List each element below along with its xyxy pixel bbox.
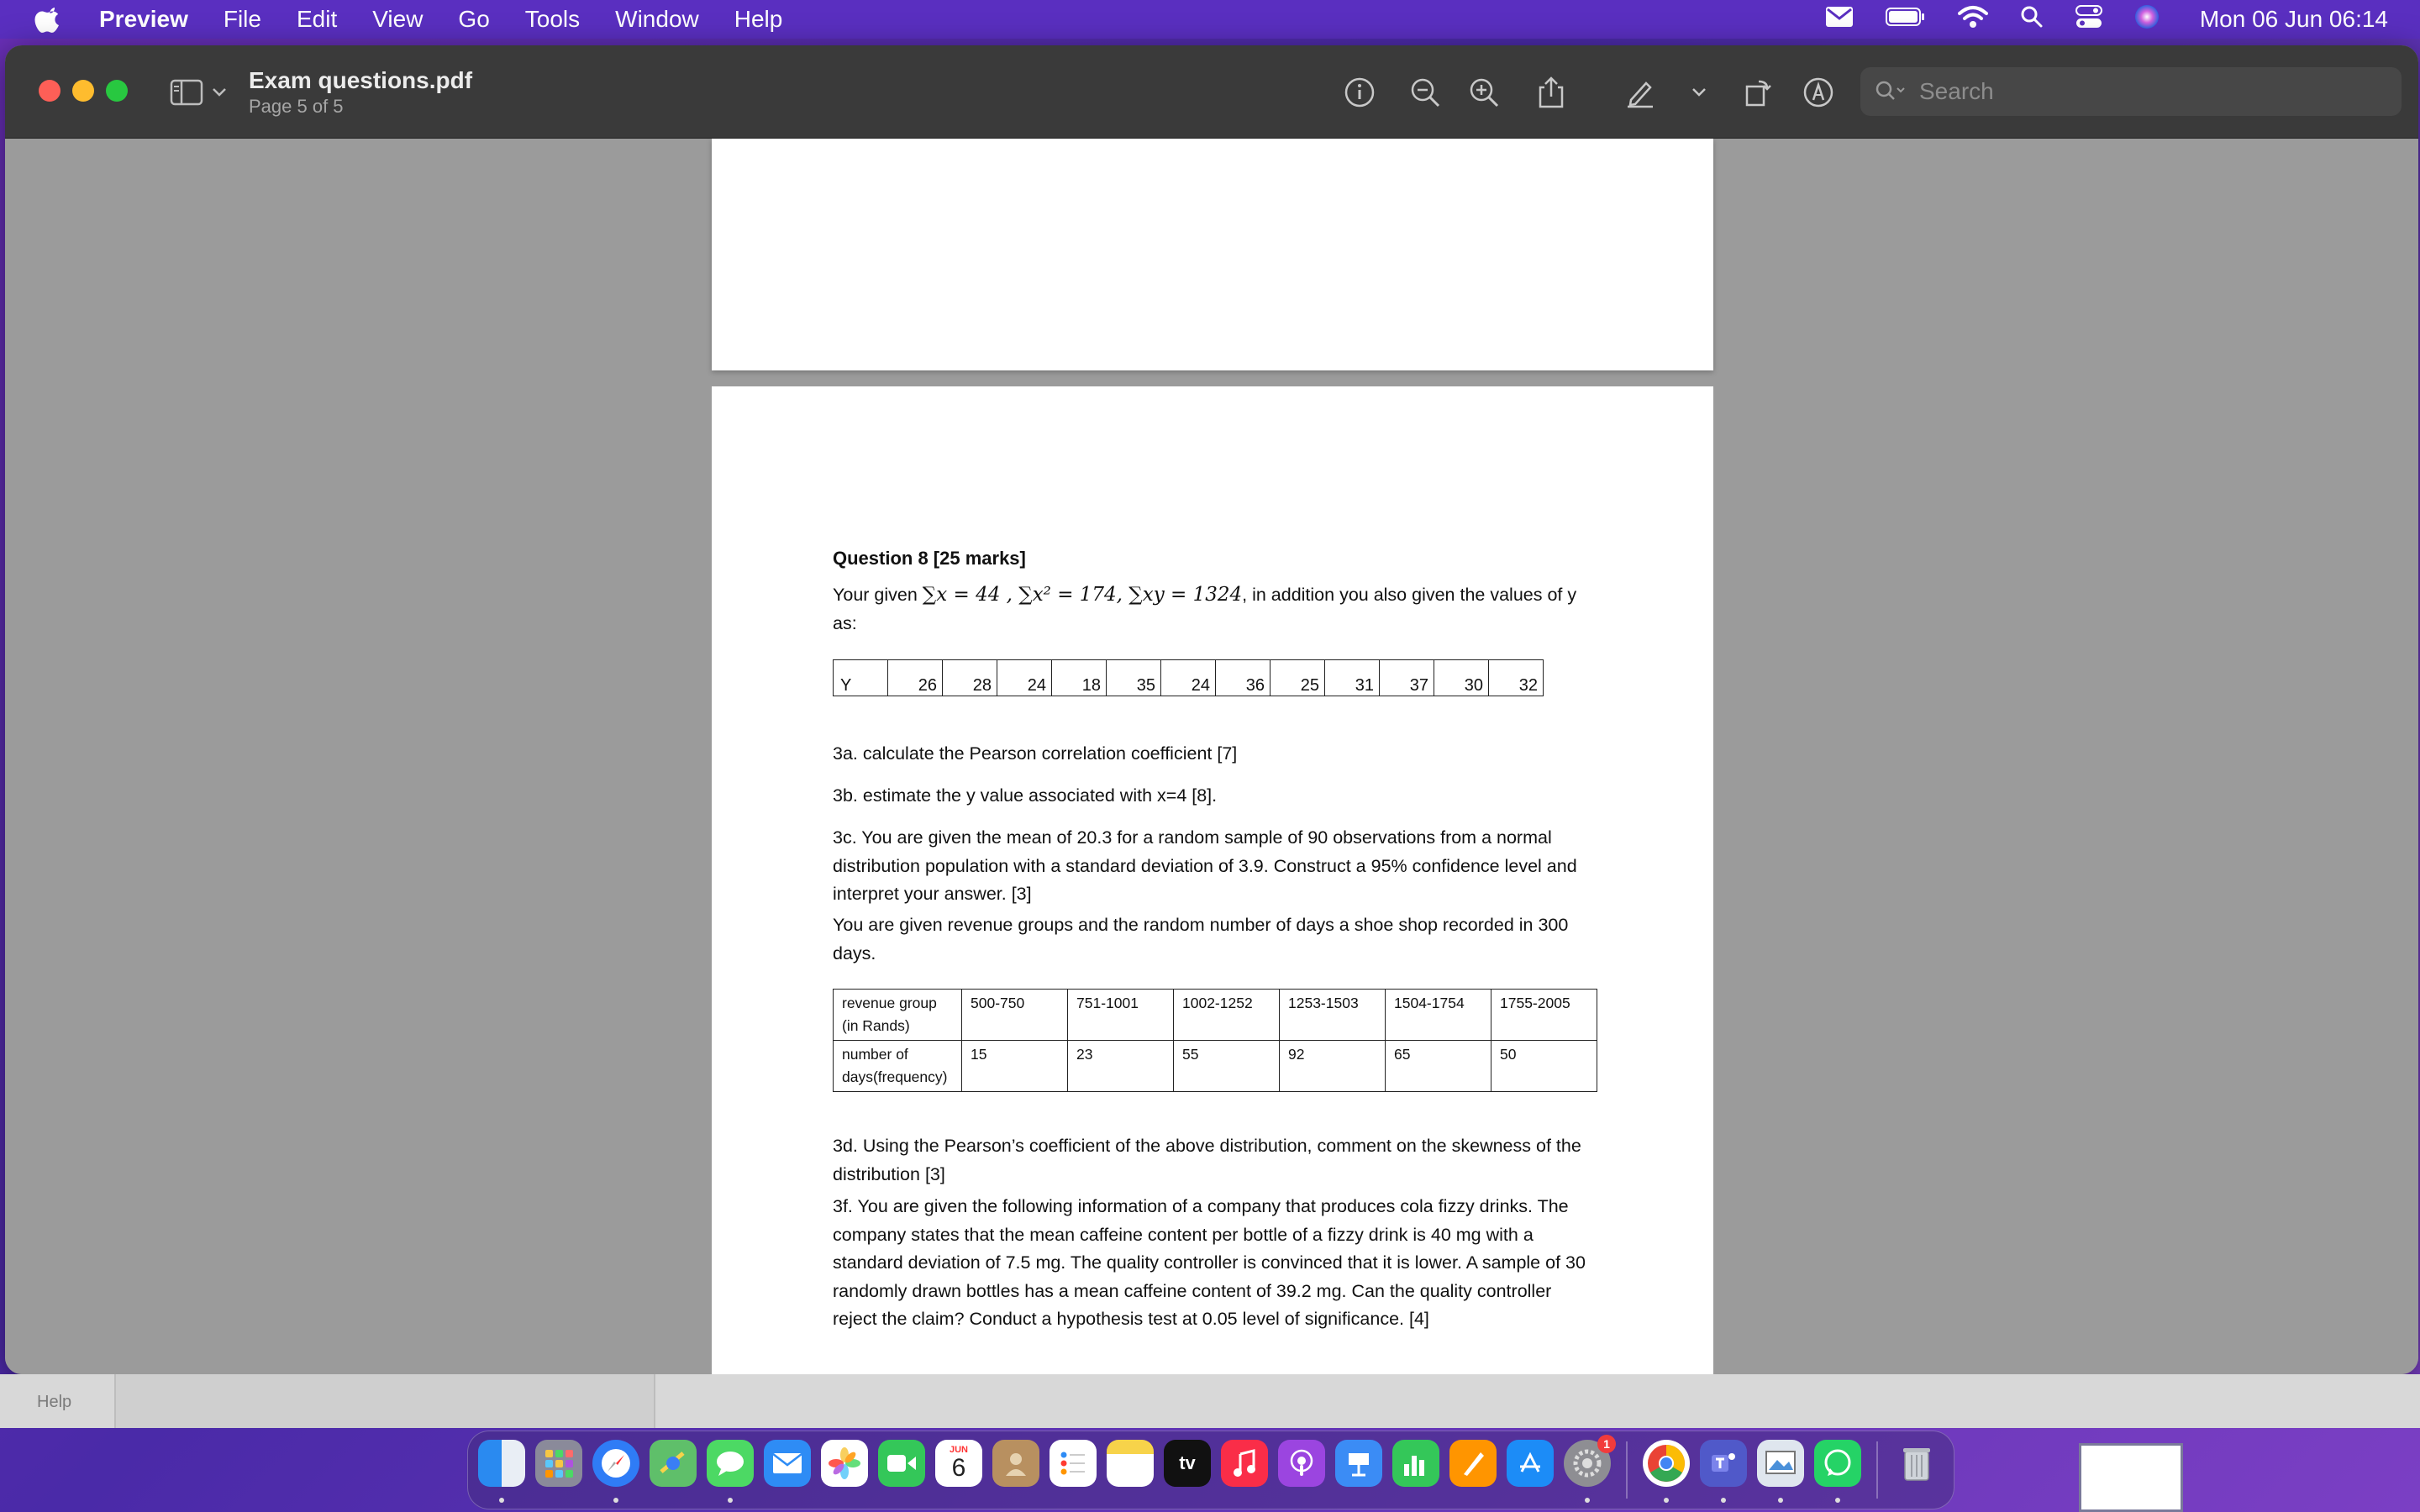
document-title: Exam questions.pdf: [249, 67, 473, 93]
table-cell: number of days(frequency): [834, 1041, 962, 1092]
y-value-cell: 28: [943, 660, 997, 696]
y-value-cell: 18: [1052, 660, 1107, 696]
running-indicator: [1721, 1498, 1726, 1503]
mail-status-icon[interactable]: [1825, 6, 1854, 34]
revenue-table: [833, 989, 1597, 1092]
y-value-cell: 24: [997, 660, 1052, 696]
table-cell: 15: [962, 1041, 1068, 1092]
running-indicator: [1835, 1498, 1840, 1503]
menu-window[interactable]: Window: [615, 6, 699, 32]
whatsapp-icon[interactable]: [1814, 1440, 1861, 1487]
finder-icon[interactable]: [478, 1440, 525, 1487]
podcasts-icon[interactable]: [1278, 1440, 1325, 1487]
chevron-down-icon: [1690, 87, 1708, 98]
menu-bar: [0, 0, 2420, 39]
markup-button[interactable]: [1622, 74, 1659, 111]
table-row: [834, 1041, 1597, 1092]
y-value-cell: 30: [1434, 660, 1489, 696]
y-value-cell: 25: [1270, 660, 1325, 696]
menu-view[interactable]: View: [372, 6, 424, 32]
photos-icon[interactable]: [821, 1440, 868, 1487]
minimized-window-thumbnail[interactable]: [2079, 1443, 2183, 1512]
table-cell: 92: [1280, 1041, 1386, 1092]
rotate-button[interactable]: [1739, 74, 1776, 111]
question-3a: 3a. calculate the Pearson correlation coefficient [7]: [833, 743, 1238, 764]
zoom-out-icon: [1409, 76, 1441, 108]
menu-clock[interactable]: Mon 06 Jun 06:14: [2199, 6, 2388, 32]
table-cell: 1253-1503: [1280, 990, 1386, 1041]
question-title: Question 8 [25 marks]: [833, 548, 1026, 569]
facetime-icon[interactable]: [878, 1440, 925, 1487]
notes-icon[interactable]: [1107, 1440, 1154, 1487]
sidebar-toggle-button[interactable]: [170, 76, 234, 109]
document-viewport[interactable]: [5, 139, 2418, 1374]
y-value-cell: 31: [1325, 660, 1380, 696]
table-cell: 50: [1491, 1041, 1597, 1092]
running-indicator: [1664, 1498, 1669, 1503]
running-indicator: [499, 1498, 504, 1503]
system-preferences-icon[interactable]: [1564, 1437, 1611, 1487]
menu-edit[interactable]: Edit: [296, 6, 338, 32]
numbers-icon[interactable]: [1392, 1440, 1439, 1487]
calendar-month: JUN: [949, 1445, 968, 1455]
wifi-icon[interactable]: [1958, 5, 1988, 34]
launchpad-icon[interactable]: [535, 1440, 582, 1487]
y-value-cell: 26: [888, 660, 943, 696]
search-input[interactable]: [1918, 77, 2391, 106]
control-center-icon[interactable]: [2075, 5, 2102, 34]
apple-tv-label: tv: [1179, 1452, 1196, 1473]
search-field[interactable]: [1860, 67, 2402, 116]
keynote-icon[interactable]: [1335, 1440, 1382, 1487]
pen-icon: [1624, 76, 1656, 108]
table-cell: 65: [1386, 1041, 1491, 1092]
question-intro: Your given ∑x = 44 , ∑x² = 174, ∑xy = 1324, in addition you also given the values of y as:: [833, 584, 1577, 633]
table-cell: 500-750: [962, 990, 1068, 1041]
apple-menu-icon[interactable]: [29, 0, 66, 39]
y-value-cell: 35: [1107, 660, 1161, 696]
spotlight-search-icon[interactable]: [2020, 5, 2044, 34]
maps-icon[interactable]: [650, 1440, 697, 1487]
running-indicator: [1778, 1498, 1783, 1503]
y-values-table: [833, 659, 1544, 696]
preview-window: [5, 45, 2418, 1374]
menu-app-preview[interactable]: Preview: [99, 6, 188, 32]
pages-icon[interactable]: [1449, 1440, 1497, 1487]
calendar-day: 6: [951, 1454, 966, 1482]
question-3b: 3b. estimate the y value associated with x=4 [8].: [833, 785, 1218, 806]
markup-options-button[interactable]: [1681, 74, 1718, 111]
page-indicator: Page 5 of 5: [249, 96, 344, 117]
sidebar-icon: [170, 79, 203, 106]
music-icon[interactable]: [1221, 1440, 1268, 1487]
reminders-icon[interactable]: [1050, 1440, 1097, 1487]
running-indicator: [728, 1498, 733, 1503]
siri-icon[interactable]: [2134, 4, 2160, 35]
share-icon: [1536, 76, 1566, 109]
menu-file[interactable]: File: [223, 6, 261, 32]
help-label[interactable]: Help: [37, 1393, 72, 1411]
background-app-window: [0, 1374, 2420, 1428]
question-3c: 3c. You are given the mean of 20.3 for a random sample of 90 observations from a normal distribution population with a standard deviation of 3.9. Construct a 95% confidence level and interpret your answer. [3]: [833, 827, 1577, 904]
table-row: [834, 990, 1597, 1041]
y-value-cell: 37: [1380, 660, 1434, 696]
notification-badge: 1: [1597, 1435, 1616, 1453]
chevron-down-icon: [210, 87, 229, 98]
pdf-page-current: [712, 386, 1713, 1374]
annotate-button[interactable]: [1800, 74, 1837, 111]
safari-icon[interactable]: [592, 1440, 639, 1487]
mail-icon[interactable]: [764, 1440, 811, 1487]
info-button[interactable]: [1341, 74, 1378, 111]
table-cell: 23: [1068, 1041, 1174, 1092]
contacts-icon[interactable]: [992, 1440, 1039, 1487]
apple-tv-icon[interactable]: [1164, 1440, 1211, 1487]
zoom-out-button[interactable]: [1407, 74, 1444, 111]
rotate-icon: [1742, 76, 1774, 108]
window-toolbar: [5, 45, 2418, 139]
y-value-cell: 36: [1216, 660, 1270, 696]
table-cell: 1504-1754: [1386, 990, 1491, 1041]
y-value-cell: 32: [1489, 660, 1544, 696]
table-cell: 1002-1252: [1174, 990, 1280, 1041]
app-store-icon[interactable]: [1507, 1440, 1554, 1487]
zoom-in-icon: [1468, 76, 1500, 108]
chrome-icon[interactable]: [1643, 1440, 1690, 1487]
maximize-window-button[interactable]: [106, 80, 128, 102]
running-indicator: [1585, 1498, 1590, 1503]
annotate-circle-icon: [1802, 76, 1834, 108]
revenue-intro: You are given revenue groups and the random number of days a shoe shop recorded in 300 days.: [833, 915, 1569, 963]
menu-go[interactable]: Go: [458, 6, 490, 32]
question-3f: 3f. You are given the following information of a company that produces cola fizzy drinks. The company states that the mean caffeine content per bottle of a fizzy drink is 40 mg with a standard deviation of 7.5 mg. The quality controller is convinced that it is lower. A sample of 30 randomly drawn bottles has a mean caffeine content of 39.2 mg. Can the quality controller reject the claim? Conduct a hypothesis test at 0.05 level of significance. [4]: [833, 1196, 1586, 1329]
menu-tools[interactable]: Tools: [524, 6, 581, 32]
table-cell: 55: [1174, 1041, 1280, 1092]
menu-help[interactable]: Help: [734, 6, 783, 32]
calendar-icon[interactable]: [935, 1440, 982, 1487]
preview-icon[interactable]: [1757, 1440, 1804, 1487]
teams-icon[interactable]: [1700, 1440, 1747, 1487]
share-button[interactable]: [1533, 74, 1570, 111]
table-cell: 1755-2005: [1491, 990, 1597, 1041]
summation-formula: ∑x = 44 , ∑x² = 174, ∑xy = 1324: [922, 584, 1243, 606]
table-cell: 751-1001: [1068, 990, 1174, 1041]
y-value-cell: 24: [1161, 660, 1216, 696]
info-icon: [1344, 76, 1376, 108]
dock: [467, 1431, 1954, 1509]
dock-separator: [1626, 1441, 1628, 1499]
trash-icon[interactable]: [1893, 1440, 1940, 1487]
pdf-page-previous: [712, 139, 1713, 370]
messages-icon[interactable]: [707, 1440, 754, 1487]
zoom-in-button[interactable]: [1465, 74, 1502, 111]
battery-icon[interactable]: [1886, 6, 1926, 33]
y-label-cell: Y: [834, 660, 888, 696]
question-3d: 3d. Using the Pearson’s coefficient of the above distribution, comment on the skewness of the distribution [3]: [833, 1136, 1581, 1184]
dock-separator: [1876, 1441, 1878, 1499]
background-panel: [114, 1374, 655, 1428]
minimize-window-button[interactable]: [72, 80, 94, 102]
table-cell: revenue group (in Rands): [834, 990, 962, 1041]
search-icon: [1874, 79, 1907, 104]
running-indicator: [613, 1498, 618, 1503]
close-window-button[interactable]: [39, 80, 60, 102]
